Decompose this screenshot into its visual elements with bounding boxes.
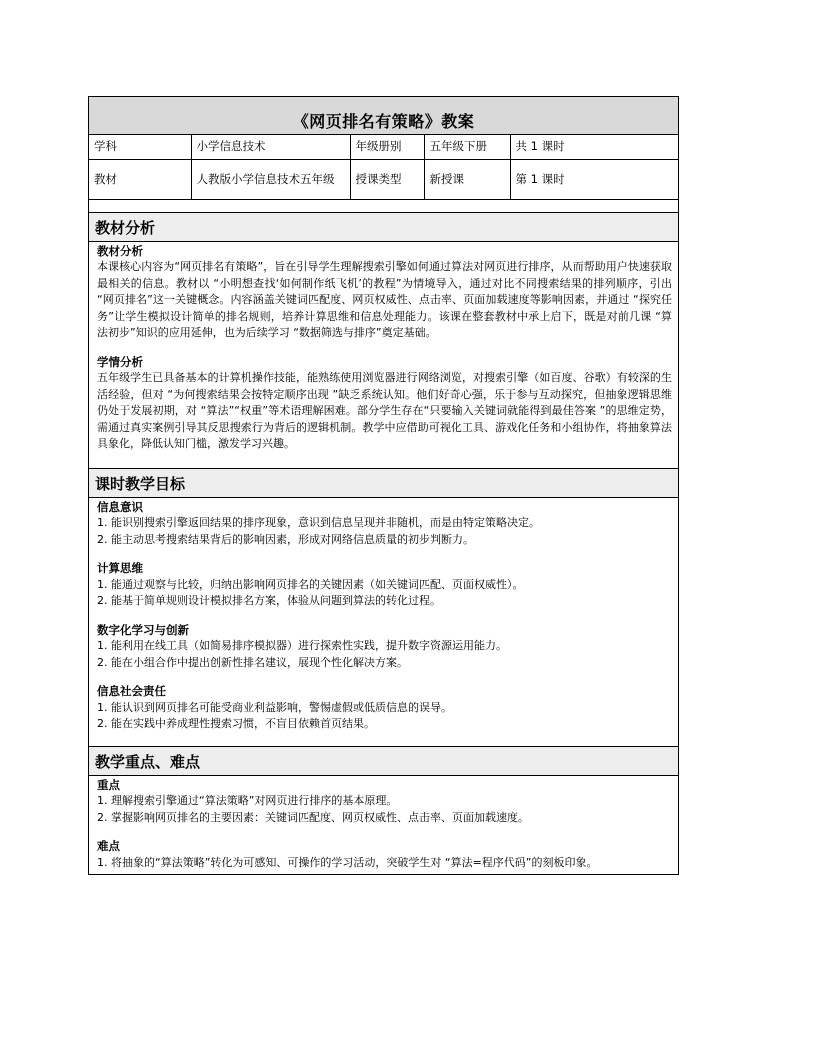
subheading: 学情分析 <box>97 354 143 369</box>
textbook-label: 教材 <box>89 159 191 199</box>
subject-value: 小学信息技术 <box>191 135 350 159</box>
subheading: 计算思维 <box>97 561 143 575</box>
paragraph: 本课核心内容为“网页排名有策略”，旨在引导学生理解搜索引擎如何通过算法对网页进行排序，从而帮助用户快速获取最相关的信息。教材以 “小明想查找‘如何制作纸飞机’的教程”为情境导入，通过对比不同搜索结果的排列顺序，引出 “网页排名”这一关键概念。内容涵盖关键词匹配度、网页权威性、点击率、页面加载速度等影响因素，并通过 “探究任务”让学生模拟设计简单的排名规则，培养计算思维和信息处理能力。该课在整套教材中承上启下，既是对前几课 “算法初步”知识的应用延伸，也为后续学习 “数据筛选与排序”奠定基础。 <box>97 260 672 339</box>
section-body-goals <box>89 498 678 736</box>
section-heading-analysis <box>89 212 678 242</box>
info-row <box>89 159 678 199</box>
list-item: 2. 能基于简单规则设计模拟排名方案，体验从问题到算法的转化过程。 <box>97 594 441 607</box>
section-heading-goals <box>89 468 678 498</box>
lesson-type-value: 新授课 <box>424 159 510 199</box>
grade-label: 年级册别 <box>350 135 424 159</box>
subheading: 教材分析 <box>97 243 143 258</box>
section-body-keypoints <box>89 776 678 875</box>
list-item: 1. 将抽象的“算法策略”转化为可感知、可操作的学习活动，突破学生对 “算法=程序代码”的刻板印象。 <box>97 855 598 869</box>
list-item: 1. 能通过观察与比较，归纳出影响网页排名的关键因素（如关键词匹配、页面权威性）。 <box>97 577 524 591</box>
subheading: 难点 <box>97 839 120 853</box>
subheading: 重点 <box>97 777 120 792</box>
subject-label: 学科 <box>89 135 191 159</box>
list-item: 1. 能利用在线工具（如简易排序模拟器）进行探索性实践，提升数字资源运用能力。 <box>97 639 507 652</box>
list-item: 2. 掌握影响网页排名的主要因素：关键词匹配度、网页权威性、点击率、页面加载速度。 <box>97 810 529 824</box>
lesson-number: 第 1 课时 <box>510 159 678 199</box>
subheading: 信息意识 <box>97 499 143 514</box>
info-row <box>89 135 678 159</box>
lesson-plan-sheet <box>88 96 679 875</box>
textbook-value: 人教版小学信息技术五年级 <box>191 159 350 199</box>
section-heading-text: 教材分析 <box>95 218 156 237</box>
subheading: 数字化学习与创新 <box>97 622 189 637</box>
lesson-type-label: 授课类型 <box>350 159 424 199</box>
hours-total: 共 1 课时 <box>510 135 678 159</box>
list-item: 2. 能主动思考搜索结果背后的影响因素，形成对网络信息质量的初步判断力。 <box>97 532 474 546</box>
list-item: 2. 能在小组合作中提出创新性排名建议，展现个性化解决方案。 <box>97 655 408 669</box>
list-item: 1. 能认识到网页排名可能受商业利益影响，警惕虚假或低质信息的误导。 <box>97 700 452 714</box>
document-title-bar <box>89 97 678 135</box>
list-item: 2. 能在实践中养成理性搜索习惯，不盲目依赖首页结果。 <box>97 717 375 730</box>
list-item: 1. 能识别搜索引擎返回结果的排序现象，意识到信息呈现并非随机，而是由特定策略决定。 <box>97 516 540 529</box>
grade-value: 五年级下册 <box>424 135 510 159</box>
section-body-analysis <box>89 242 678 456</box>
section-heading-keypoints <box>89 746 678 776</box>
list-item: 1. 理解搜索引擎通过“算法策略”对网页进行排序的基本原理。 <box>97 794 398 807</box>
section-heading-text: 课时教学目标 <box>95 474 186 493</box>
section-heading-text: 教学重点、难点 <box>95 752 201 771</box>
paragraph: 五年级学生已具备基本的计算机操作技能，能熟练使用浏览器进行网络浏览，对搜索引擎（如百度、谷歌）有较深的生活经验，但对 “为何搜索结果会按特定顺序出现 ”缺乏系统认知。他们好奇心强，乐于参与互动探究，但抽象逻辑思维仍处于发展初期，对 “算法”“权重”等术语理解困难。部分学生存在“只要输入关键词就能得到最佳答案 ”的思维定势，需通过真实案例引导其反思搜索行为背后的逻辑机制。教学中应借助可视化工具、游戏化任务和小组协作，将抽象算法具象化，降低认知门槛，激发学习兴趣。 <box>97 371 672 450</box>
subheading: 信息社会责任 <box>97 684 166 698</box>
info-table <box>89 135 678 200</box>
document-title: 《网页排名有策略》教案 <box>292 112 475 131</box>
